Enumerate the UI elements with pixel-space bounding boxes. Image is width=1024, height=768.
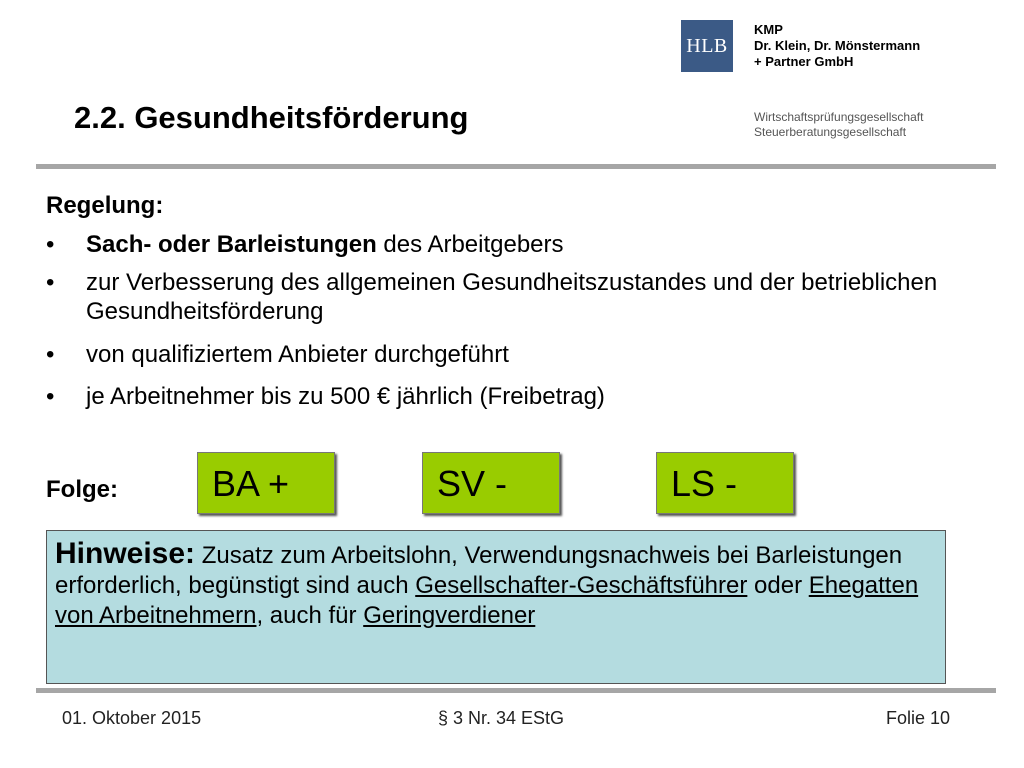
hinweise-text-1: Zusatz zum Arbeitslohn, Verwendungsnachweis bei Barleistungen erforderlich, begünstigt sind auch <box>55 542 903 599</box>
hinweise-text-3: , auch für <box>256 602 364 629</box>
slide-title: 2.2. Gesundheitsförderung <box>74 100 469 135</box>
firm-line-1: KMP <box>754 22 783 37</box>
bullet-dot: • <box>46 269 55 296</box>
bullet-item <box>46 340 956 369</box>
footer-date: 01. Oktober 2015 <box>62 708 202 728</box>
bullet-text: zur Verbesserung des allgemeinen Gesundheitszustandes und der betrieblichen Gesundheitsförderung <box>86 269 938 325</box>
hinweise-box <box>46 530 946 684</box>
bullet-rest: des Arbeitgebers <box>376 231 564 258</box>
hinweise-lead: Hinweise: <box>55 537 196 570</box>
bullet-item <box>46 230 956 259</box>
tag-sv: SV - <box>422 452 560 514</box>
hinweise-text-2: oder <box>747 572 809 599</box>
regelung-heading: Regelung: <box>46 192 164 219</box>
firm-line-2: Dr. Klein, Dr. Mönstermann <box>754 38 921 53</box>
bullet-dot: • <box>46 231 55 258</box>
firm-name <box>754 22 920 70</box>
bullet-dot: • <box>46 383 55 410</box>
firm-subtitle <box>754 110 923 140</box>
tag-ba: BA + <box>197 452 335 514</box>
divider-top <box>36 164 996 169</box>
bullet-bold: Sach- oder Barleistungen <box>86 231 377 258</box>
bullet-text: von qualifiziertem Anbieter durchgeführt <box>86 341 509 368</box>
hlb-logo: HLB <box>681 20 733 72</box>
link-ehegatten[interactable]: Ehegatten von Arbeitnehmern <box>55 572 919 629</box>
bullet-dot: • <box>46 341 55 368</box>
bullet-item <box>46 382 956 411</box>
bullet-text: je Arbeitnehmer bis zu 500 € jährlich (Freibetrag) <box>86 383 605 410</box>
folge-heading: Folge: <box>46 476 118 503</box>
tag-ls: LS - <box>656 452 794 514</box>
firm-line-3: + Partner GmbH <box>754 54 854 69</box>
firm-sub-line-1: Wirtschaftsprüfungsgesellschaft <box>754 110 924 124</box>
firm-sub-line-2: Steuerberatungsgesellschaft <box>754 125 907 139</box>
link-gesellschafter-geschaeftsfuehrer[interactable]: Gesellschafter-Geschäftsführer <box>415 572 748 599</box>
bullet-item <box>46 268 956 326</box>
divider-bottom <box>36 688 996 693</box>
bullet-text <box>86 230 956 259</box>
footer-reference: § 3 Nr. 34 EStG <box>438 708 565 728</box>
footer-slide-number: Folie 10 <box>886 708 951 728</box>
link-geringverdiener[interactable]: Geringverdiener <box>363 602 536 629</box>
